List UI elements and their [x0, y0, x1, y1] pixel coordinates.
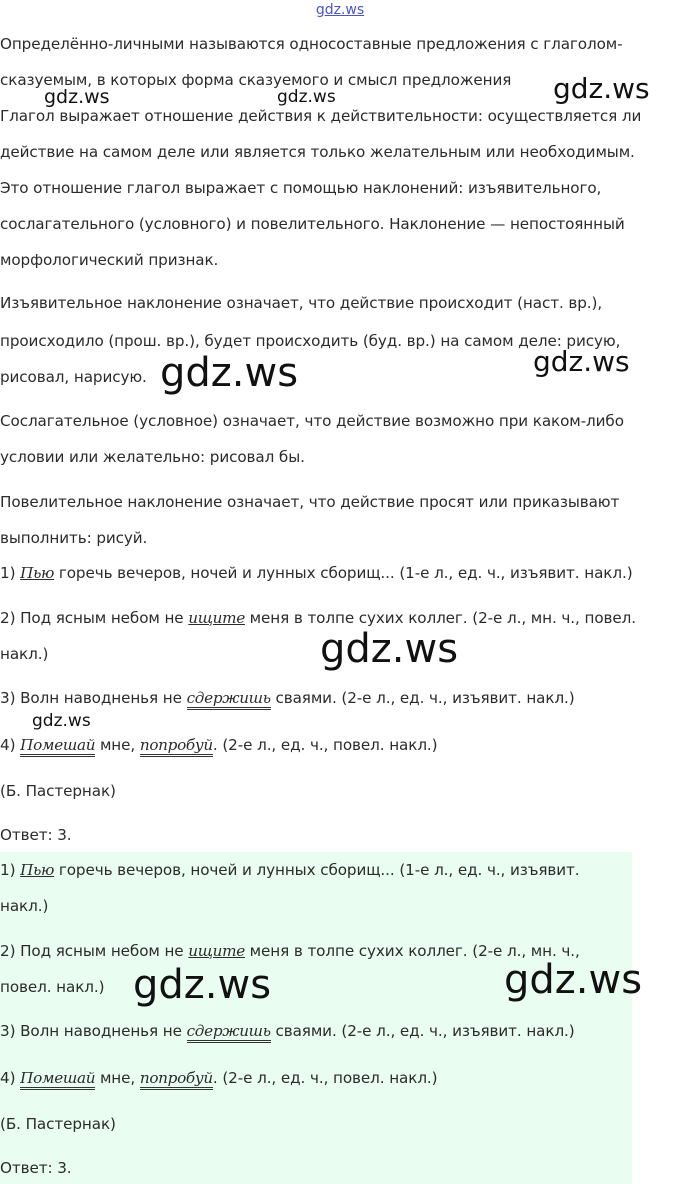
verb-underlined: Пью — [20, 564, 55, 582]
highlight-item-2-cont: повел. накл.) — [0, 978, 105, 996]
watermark: gdz.ws — [320, 626, 459, 672]
site-title-link[interactable]: gdz.ws — [315, 2, 365, 18]
example-item-4: 4) Помешай мне, попробуй. (2-е л., ед. ч., повел. накл.) — [0, 735, 437, 755]
watermark: gdz.ws — [504, 957, 643, 1003]
highlight-item-1-cont: накл.) — [0, 897, 49, 915]
highlight-answer: Ответ: 3. — [0, 1159, 72, 1177]
theory-line: Повелительное наклонение означает, что действие просят или приказывают — [0, 493, 620, 511]
author: (Б. Пастернак) — [0, 782, 116, 800]
watermark: gdz.ws — [553, 72, 650, 105]
theory-line: происходило (прош. вр.), будет происходить (буд. вр.) на самом деле: рисую, — [0, 332, 621, 350]
theory-line: условии или желательно: рисовал бы. — [0, 448, 305, 466]
theory-line: рисовал, нарисую. — [0, 368, 147, 386]
theory-line: морфологический признак. — [0, 251, 219, 269]
watermark: gdz.ws — [533, 345, 630, 378]
highlight-item-1: 1) Пью горечь вечеров, ночей и лунных сборищ... (1-е л., ед. ч., изъявит. — [0, 861, 580, 879]
verb-underlined: сдержишь — [187, 689, 271, 710]
example-item-2: 2) Под ясным небом не ищите меня в толпе сухих коллег. (2-е л., мн. ч., повел. — [0, 609, 636, 627]
verb-underlined: Помешай — [20, 1069, 95, 1090]
verb-underlined: сдержишь — [187, 1022, 271, 1043]
highlight-item-2: 2) Под ясным небом не ищите меня в толпе сухих коллег. (2-е л., мн. ч., — [0, 942, 580, 960]
watermark: gdz.ws — [160, 350, 299, 396]
watermark: gdz.ws — [32, 711, 91, 731]
watermark: gdz.ws — [133, 962, 272, 1008]
highlight-item-3: 3) Волн наводненья не сдержишь сваями. (2-е л., ед. ч., изъявит. накл.) — [0, 1021, 575, 1041]
verb-underlined: Пью — [20, 861, 55, 879]
watermark: gdz.ws — [44, 86, 110, 108]
verb-underlined: попробуй — [140, 1069, 213, 1090]
theory-line: Глагол выражает отношение действия к действительности: осуществляется ли — [0, 107, 642, 125]
highlighted-answer-block — [0, 852, 632, 1184]
answer: Ответ: 3. — [0, 826, 72, 844]
verb-underlined: ищите — [188, 942, 245, 960]
example-item-2-cont: накл.) — [0, 645, 49, 663]
theory-line: Изъявительное наклонение означает, что действие происходит (наст. вр.), — [0, 294, 603, 312]
theory-line: сказуемым, в которых форма сказуемого и смысл предложения — [0, 71, 512, 89]
verb-underlined: попробуй — [140, 736, 213, 757]
theory-line: Сослагательное (условное) означает, что действие возможно при каком-либо — [0, 412, 624, 430]
theory-line: Это отношение глагол выражает с помощью наклонений: изъявительного, — [0, 179, 602, 197]
verb-underlined: ищите — [188, 609, 245, 627]
highlight-item-4: 4) Помешай мне, попробуй. (2-е л., ед. ч., повел. накл.) — [0, 1068, 437, 1088]
watermark: gdz.ws — [277, 87, 336, 107]
theory-line: сослагательного (условного) и повелительного. Наклонение — непостоянный — [0, 215, 625, 233]
highlight-author: (Б. Пастернак) — [0, 1115, 116, 1133]
theory-line: действие на самом деле или является только желательным или необходимым. — [0, 143, 635, 161]
example-item-1: 1) Пью горечь вечеров, ночей и лунных сборищ... (1-е л., ед. ч., изъявит. накл.) — [0, 564, 633, 582]
theory-line: Определённо-личными называются односоставные предложения с глаголом- — [0, 35, 623, 53]
verb-underlined: Помешай — [20, 736, 95, 757]
theory-line: выполнить: рисуй. — [0, 529, 148, 547]
example-item-3: 3) Волн наводненья не сдержишь сваями. (2-е л., ед. ч., изъявит. накл.) — [0, 688, 575, 708]
